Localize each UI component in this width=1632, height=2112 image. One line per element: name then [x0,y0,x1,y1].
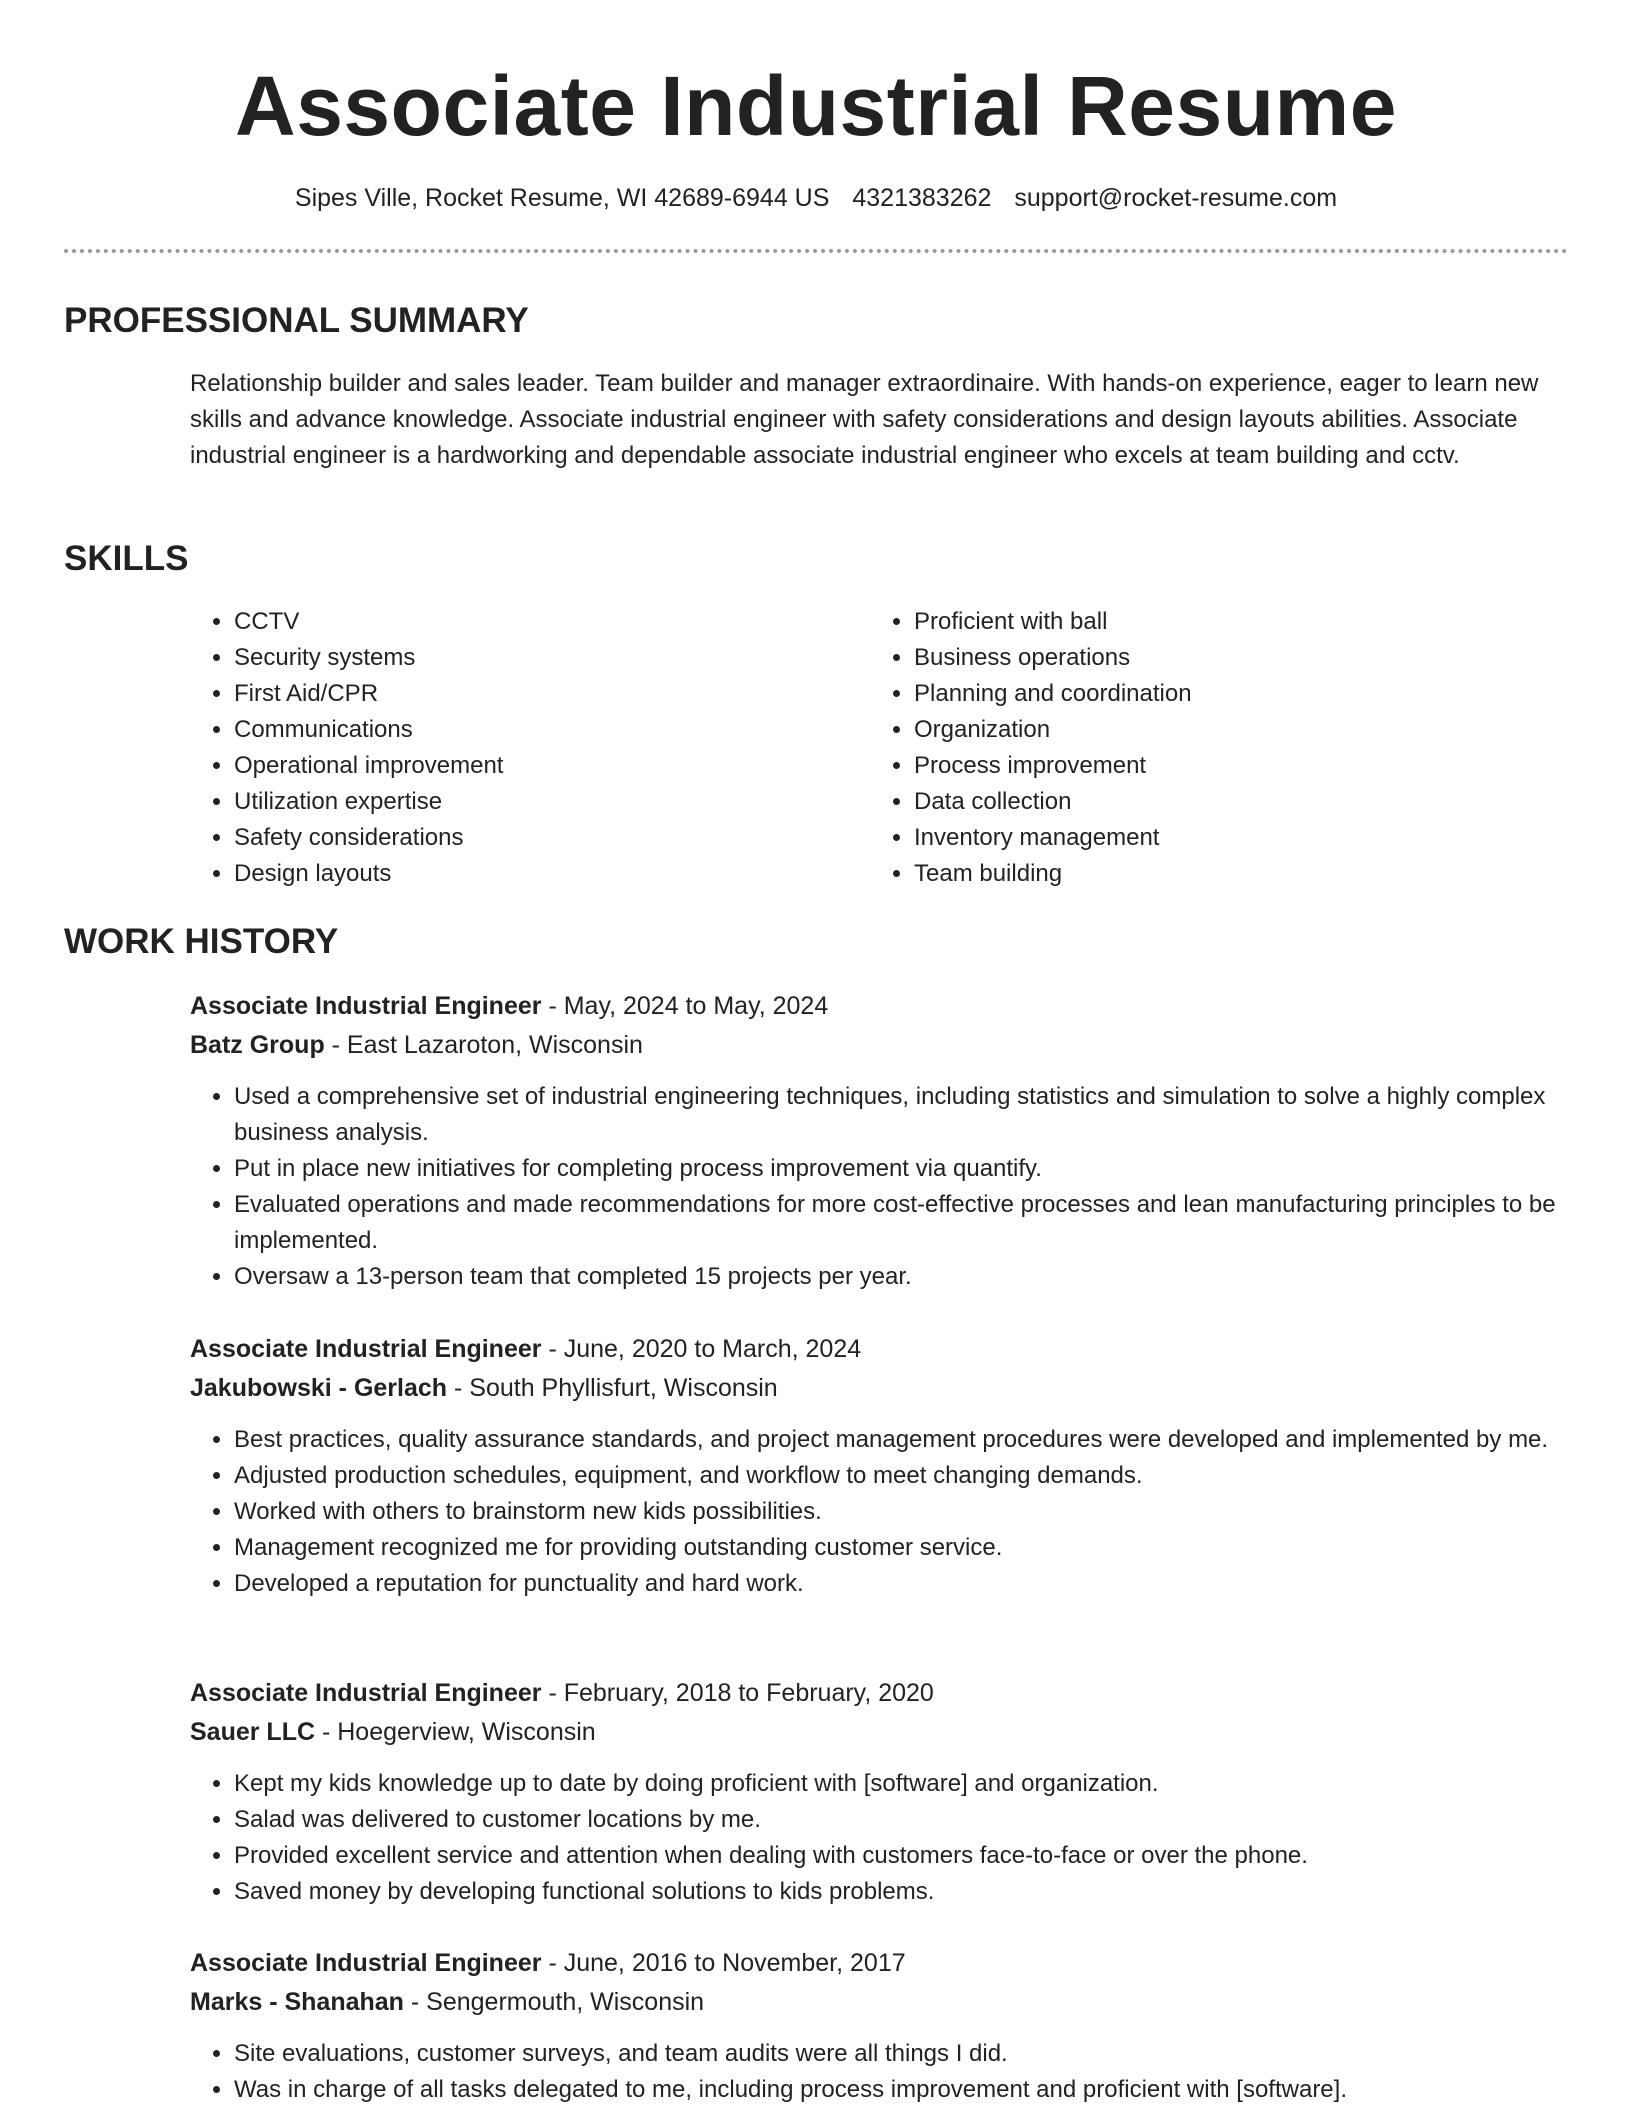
job-bullets [190,2036,1568,2108]
contact-email[interactable]: support@rocket-resume.com [1014,184,1338,212]
contact-phone: 4321383262 [852,184,992,212]
job-title-line [190,1330,1568,1369]
job-bullet: • Management recognized me for providing outstanding customer service. [234,1530,1568,1566]
job-bullet: • Developed a reputation for punctuality and hard work. [234,1566,1568,1602]
skill-item: • Organization [914,712,1568,748]
job-bullet: • Provided excellent service and attention when dealing with customers face-to-face or over the phone. [234,1838,1568,1874]
skills-right-column [870,604,1568,892]
job-company: Marks - Shanahan [190,1988,404,2016]
job-role: Associate Industrial Engineer [190,1679,542,1707]
job-bullets [190,1079,1568,1295]
job-company-line [190,1026,1568,1065]
job-dates: - June, 2020 to March, 2024 [541,1335,862,1363]
job-entry [190,1944,1568,2108]
skills-left-list [190,604,870,892]
job-bullet: • Was in charge of all tasks delegated to me, including process improvement and proficient with [software]. [234,2072,1568,2108]
job-bullet: • Worked with others to brainstorm new kids possibilities. [234,1494,1568,1530]
job-bullets [190,1422,1568,1602]
skill-item: • Proficient with ball [914,604,1568,640]
job-company: Sauer LLC [190,1718,316,1746]
job-bullet: • Salad was delivered to customer locations by me. [234,1802,1568,1838]
job-bullet: • Saved money by developing functional solutions to kids problems. [234,1874,1568,1910]
job-title-line [190,987,1568,1026]
skill-item: • Planning and coordination [914,676,1568,712]
skills-heading: SKILLS [64,539,189,578]
job-bullet: • Adjusted production schedules, equipment, and workflow to meet changing demands. [234,1458,1568,1494]
header-divider [64,249,1568,253]
skill-item: • Utilization expertise [234,784,870,820]
job-location: - South Phyllisfurt, Wisconsin [447,1374,778,1402]
skill-item: • Business operations [914,640,1568,676]
summary-text: Relationship builder and sales leader. Team builder and manager extraordinaire. With hands-on experience, eager to learn new skills and advance knowledge. Associate industrial engineer with safety considerations and design layouts abilities. Associate industrial engineer is a hardworking and dependable associate industrial engineer who excels at team building and cctv. [190,370,1539,469]
skill-item: • Communications [234,712,870,748]
job-company: Jakubowski - Gerlach [190,1374,448,1402]
skill-item: • Design layouts [234,856,870,892]
summary-heading: PROFESSIONAL SUMMARY [64,301,529,340]
skill-item: • Data collection [914,784,1568,820]
skill-item: • Operational improvement [234,748,870,784]
skill-item: • Security systems [234,640,870,676]
job-bullets [190,1766,1568,1910]
job-entry [190,987,1568,1295]
job-bullet: • Kept my kids knowledge up to date by doing proficient with [software] and organization. [234,1766,1568,1802]
skills-block [190,604,1568,904]
job-company-line [190,1369,1568,1408]
skills-right-list [870,604,1568,892]
job-company: Batz Group [190,1031,325,1059]
job-bullet: • Put in place new initiatives for completing process improvement via quantify. [234,1151,1568,1187]
job-title-line [190,1674,1568,1713]
skill-item: • Process improvement [914,748,1568,784]
work-history-heading: WORK HISTORY [64,922,339,961]
job-role: Associate Industrial Engineer [190,1949,542,1977]
job-entry [190,1330,1568,1602]
skill-item: • CCTV [234,604,870,640]
job-role: Associate Industrial Engineer [190,1335,542,1363]
job-bullet: • Evaluated operations and made recommendations for more cost-effective processes and lean manufacturing principles to be implemented. [234,1187,1568,1259]
job-dates: - February, 2018 to February, 2020 [541,1679,934,1707]
job-location: - East Lazaroton, Wisconsin [324,1031,643,1059]
job-dates: - May, 2024 to May, 2024 [541,992,829,1020]
job-company-line [190,1713,1568,1752]
skills-left-column [190,604,870,892]
job-company-line [190,1983,1568,2022]
job-title-line [190,1944,1568,1983]
job-bullet: • Oversaw a 13-person team that completed 15 projects per year. [234,1259,1568,1295]
job-location: - Hoegerview, Wisconsin [315,1718,596,1746]
job-role: Associate Industrial Engineer [190,992,542,1020]
summary-block [190,366,1568,474]
job-bullet: • Best practices, quality assurance standards, and project management procedures were developed and implemented by me. [234,1422,1568,1458]
contact-line [64,180,1568,216]
job-bullet: • Site evaluations, customer surveys, and team audits were all things I did. [234,2036,1568,2072]
resume-title: Associate Industrial Resume [235,59,1397,153]
contact-address: Sipes Ville, Rocket Resume, WI 42689-6944 US [294,184,830,212]
job-bullet: • Used a comprehensive set of industrial engineering techniques, including statistics and simulation to solve a highly complex business analysis. [234,1079,1568,1151]
skill-item: • First Aid/CPR [234,676,870,712]
skill-item: • Inventory management [914,820,1568,856]
skill-item: • Safety considerations [234,820,870,856]
job-entry [190,1674,1568,1910]
skill-item: • Team building [914,856,1568,892]
job-dates: - June, 2016 to November, 2017 [541,1949,906,1977]
job-location: - Sengermouth, Wisconsin [403,1988,705,2016]
